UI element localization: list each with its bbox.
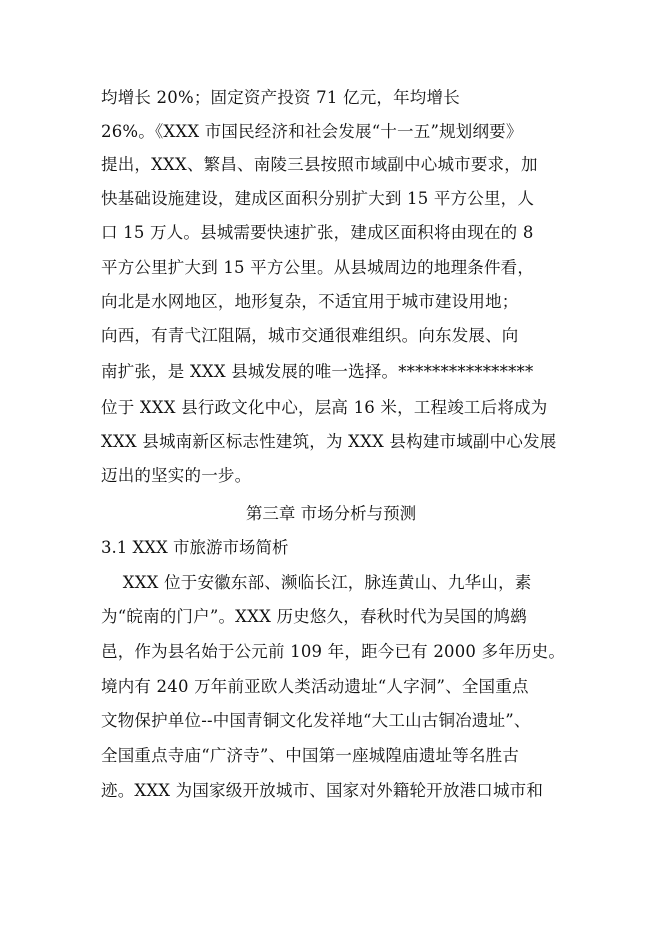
body-text-line: 境内有 240 万年前亚欧人类活动遗址“人字洞”、全国重点 — [101, 677, 529, 696]
body-text-line: 向西，有青弋江阻隔，城市交通很难组织。向东发展、向 — [101, 326, 519, 345]
chapter-heading: 第三章 市场分析与预测 — [245, 504, 417, 523]
body-text-line: 平方公里扩大到 15 平方公里。从县城周边的地理条件看， — [101, 258, 535, 277]
body-text-line: 快基础设施建设，建成区面积分别扩大到 15 平方公里，人 — [101, 189, 535, 208]
section-heading: 3.1 XXX 市旅游市场简析 — [101, 538, 289, 557]
body-text-line: XXX 县城南新区标志性建筑，为 XXX 县构建市域副中心发展 — [101, 432, 557, 451]
body-text-line: 为“皖南的门户”。XXX 历史悠久，春秋时代为吴国的鸠鹚 — [101, 607, 527, 626]
body-text-line: 均增长 20%；固定资产投资 71 亿元，年均增长 — [101, 88, 460, 107]
body-text-line: 向北是水网地区，地形复杂，不适宜用于城市建设用地； — [101, 292, 519, 311]
body-text-line: 全国重点寺庙“广济寺”、中国第一座城隍庙遗址等名胜古 — [101, 746, 520, 765]
body-text-line: 迹。XXX 为国家级开放城市、国家对外籍轮开放港口城市和 — [101, 781, 544, 800]
body-text-line: XXX 位于安徽东部、濒临长江，脉连黄山、九华山，素 — [101, 573, 532, 592]
body-text-line: 位于 XXX 县行政文化中心，层高 16 米，工程竣工后将成为 — [101, 398, 548, 417]
body-text-line: 提出，XXX、繁昌、南陵三县按照市域副中心城市要求，加 — [101, 155, 538, 174]
body-text-line: 迈出的坚实的一步。 — [101, 466, 252, 485]
body-text-line: 文物保护单位--中国青铜文化发祥地“大工山古铜冶遗址”、 — [101, 711, 531, 730]
body-text-line: 口 15 万人。县城需要快速扩张，建成区面积将由现在的 8 — [101, 223, 534, 242]
body-text-line: 邑，作为县名始于公元前 109 年，距今已有 2000 多年历史。 — [101, 642, 566, 661]
body-text-line: 26%。《XXX 市国民经济和社会发展“十一五”规划纲要》 — [101, 122, 523, 141]
body-text-line: 南扩张，是 XXX 县城发展的唯一选择。**************** — [101, 362, 534, 381]
